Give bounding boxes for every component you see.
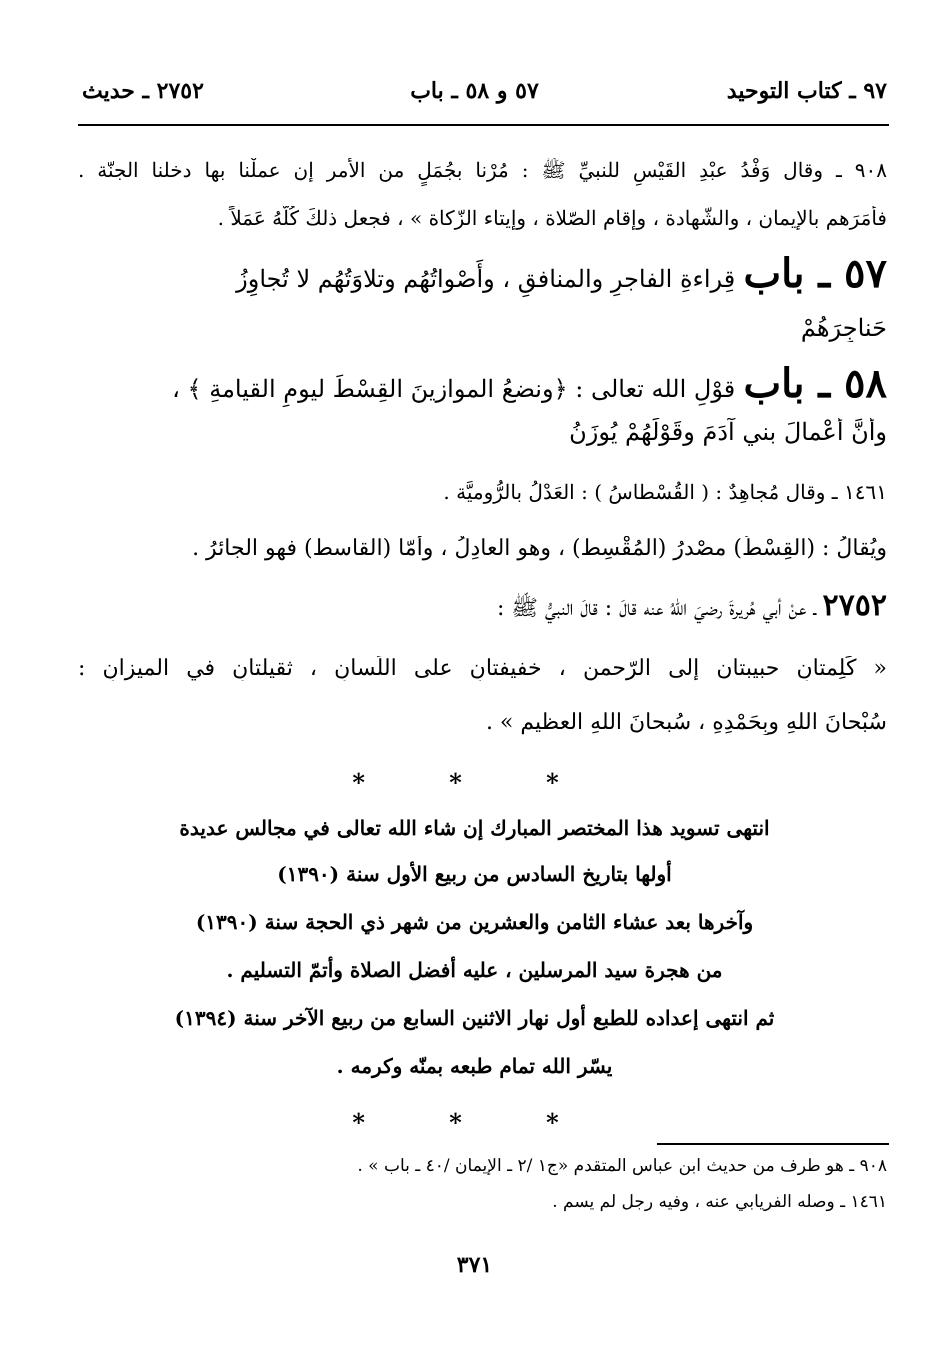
closing-line-3: وآخرها بعد عشاء الثامن والعشرين من شهر ذي الحجة سنة (١٣٩٠) (195, 910, 754, 934)
page-number: ٣٧١ (456, 1252, 493, 1278)
header-rule (78, 124, 889, 126)
chapter-57-heading (78, 250, 887, 297)
hadith-2752-text-1: « كَلِمتانِ حبيبتان إلى الرّحمنِ ، خفيفتانِ على اللِّسانِ ، ثقيلتانِ في الميزانِ : (78, 656, 887, 681)
footnote-908: ٩٠٨ ـ هو طرف من حديث ابن عباس المتقدم «ج١ /٢ ـ الإيمان /٤٠ ـ باب » . (357, 1156, 887, 1176)
chapter-58-label: ٥٨ ـ باب (743, 360, 887, 407)
athar-1461: ١٤٦١ ـ وقال مُجاهِدٌ : ( القُسْطاسُ ) : العَدْلُ بالرُّوميَّة . (443, 480, 887, 504)
closing-line-4: من هجرة سيد المرسلين ، عليه أفضل الصلاة وأتمّ التسليم . (226, 958, 723, 982)
running-header-chapters: ٥٧ و ٥٨ ـ باب (410, 78, 539, 104)
chapter-58-heading (78, 360, 887, 407)
chapter-57-title-cont: حَناجِرَهُمْ (800, 314, 887, 342)
section-separator: * * * (352, 768, 597, 797)
closing-separator: * * * (352, 1108, 597, 1137)
closing-line-5: ثم انتهى إعداده للطبع أول نهار الاثنين السابع من ربيع الآخر سنة (١٣٩٤) (174, 1006, 775, 1030)
chapter-57-label: ٥٧ ـ باب (743, 250, 887, 297)
hadith-2752-text-2: سُبْحانَ اللهِ وبِحَمْدِهِ ، سُبحانَ اللهِ العظيمِ » . (485, 710, 887, 735)
footnote-1461: ١٤٦١ ـ وصله الفريابي عنه ، وفيه رجل لم يسم . (552, 1192, 887, 1212)
hadith-2752-intro: ـ عنْ أبي هُريرةَ رضيَ اللهُ عنه قالَ : قالَ النبيُّ ﷺ : (496, 596, 817, 621)
qist-definition: ويُقالُ : (القِسْطُ) مصْدرُ (المُقْسِط) ، وهو العادِلُ ، وأمّا (القاسط) فهو الجائرُ . (192, 536, 887, 561)
running-header-hadith: ٢٧٥٢ ـ حديث (82, 78, 204, 104)
hadith-2752-heading (78, 588, 887, 626)
closing-line-6: يسّر الله تمام طبعه بمنّه وكرمه . (336, 1054, 613, 1078)
closing-line-2: أولها بتاريخ السادس من ربيع الأول سنة (١٣٩٠) (277, 862, 672, 886)
running-header-book: ٩٧ ـ كتاب التوحيد (726, 78, 887, 104)
hadith-908-line-2: فأمَرَهم بالإيمان ، والشّهادة ، وإقام الصّلاة ، وإيتاء الزّكاة » ، فجعل ذلكَ كُلّهُ عَمَلاً . (217, 206, 887, 230)
chapter-57-title: قِراءةِ الفاجرِ والمنافقِ ، وأَصْواتُهُم وتلاوَتُهُم لا تُجاوِزُ (236, 265, 736, 293)
hadith-2752-number: ٢٧٥٢ (822, 588, 887, 623)
footnote-rule (657, 1143, 889, 1145)
hadith-908-line-1: ٩٠٨ ـ وقال وَفْدُ عبْدِ القَيْسِ للنبيِّ ﷺ : مُرْنا بجُمَلٍ من الأمر إن عملْنا بها دخلنا الجنّة . (78, 158, 887, 182)
chapter-58-title: قوْلِ الله تعالى : ﴿ونضعُ الموازينَ القِسْطَ ليومِ القيامةِ ﴾ ، (172, 375, 736, 403)
chapter-58-title-cont: وأنَّ أعْمالَ بني آدَمَ وقَوْلَهُمْ يُوزَنُ (569, 418, 887, 446)
closing-line-1: انتهى تسويد هذا المختصر المبارك إن شاء الله تعالى في مجالس عديدة (179, 816, 770, 840)
